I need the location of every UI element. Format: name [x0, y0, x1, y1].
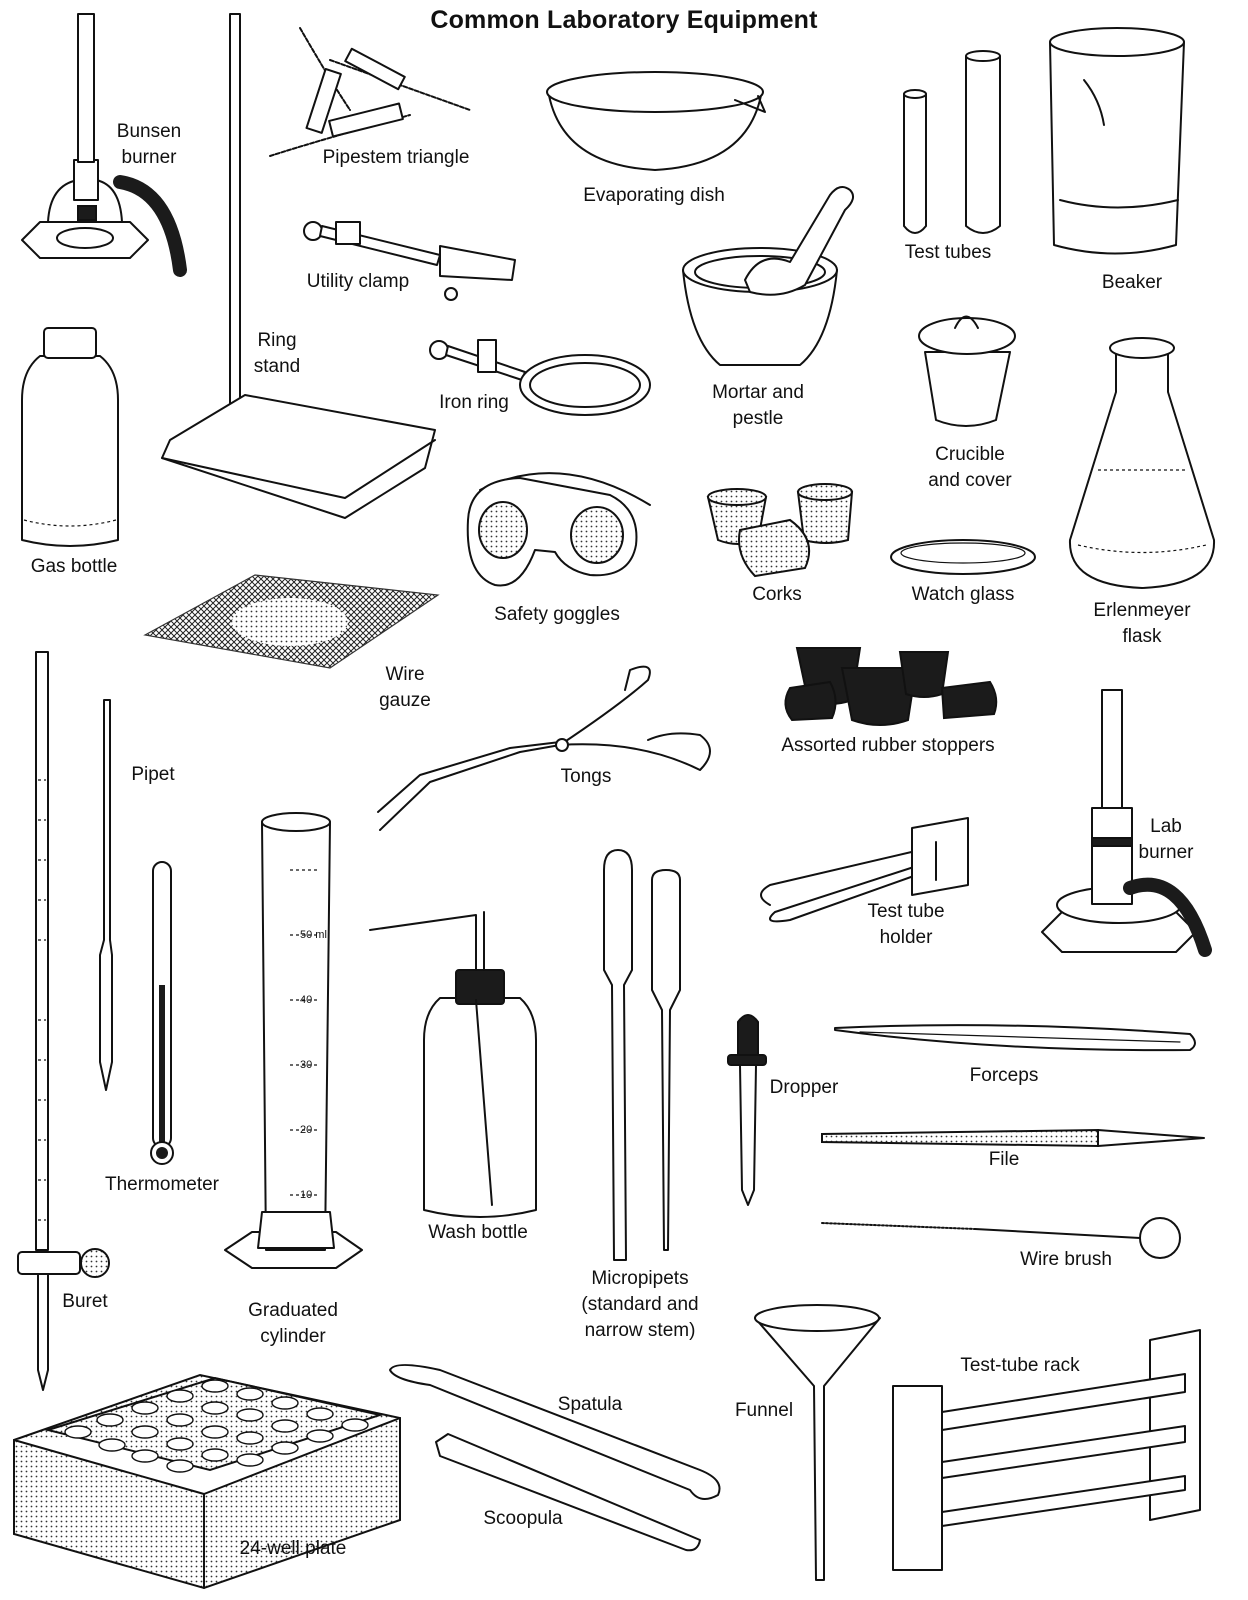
scale-mark-20: 20 [300, 1124, 313, 1136]
label-test-tube-holder: Test tube holder [867, 901, 945, 948]
label-well-plate: 24-well plate [239, 1538, 347, 1559]
evaporating-dish-drawing [547, 72, 765, 170]
label-bunsen-burner: Bunsen burner [116, 121, 182, 168]
label-lab-burner: Lab burner [1138, 816, 1194, 863]
label-beaker: Beaker [1101, 272, 1163, 293]
label-forceps: Forceps [969, 1065, 1039, 1086]
watch-glass-drawing [891, 540, 1035, 574]
wire-brush-drawing [822, 1218, 1180, 1258]
scale-mark-40: 40 [300, 994, 313, 1006]
label-wire-gauze: Wire gauze [379, 664, 431, 711]
label-rubber-stoppers: Assorted rubber stoppers [781, 735, 995, 756]
graduated-cylinder-drawing [225, 813, 362, 1268]
label-corks: Corks [752, 584, 802, 605]
label-watch-glass: Watch glass [911, 584, 1015, 605]
thermometer-drawing [151, 862, 173, 1164]
label-evaporating-dish: Evaporating dish [583, 185, 725, 206]
label-dropper: Dropper [769, 1077, 839, 1098]
ring-stand-drawing [162, 14, 435, 518]
wash-bottle-drawing [370, 912, 536, 1217]
label-buret: Buret [62, 1291, 108, 1312]
funnel-drawing [755, 1305, 880, 1580]
file-drawing [822, 1130, 1204, 1146]
label-scoopula: Scoopula [483, 1508, 563, 1529]
label-test-tube-rack: Test-tube rack [960, 1355, 1080, 1376]
scale-mark-30: 30 [300, 1059, 313, 1071]
label-crucible: Crucible and cover [928, 444, 1012, 491]
mortar-pestle-drawing [683, 187, 853, 365]
label-tongs: Tongs [560, 766, 612, 787]
pipet-drawing [100, 700, 112, 1090]
dropper-drawing [728, 1015, 766, 1205]
label-graduated-cylinder: Graduated cylinder [248, 1300, 338, 1347]
scale-mark-50: 50 ml [300, 929, 327, 941]
label-thermometer: Thermometer [104, 1174, 220, 1195]
label-erlenmeyer-flask: Erlenmeyer flask [1093, 600, 1191, 647]
label-utility-clamp: Utility clamp [306, 271, 410, 292]
scoopula-drawing [436, 1434, 700, 1550]
label-ring-stand: Ring stand [253, 330, 301, 377]
label-spatula: Spatula [557, 1394, 623, 1415]
pipestem-triangle-drawing [270, 28, 470, 156]
scale-mark-10: 10 [300, 1189, 313, 1201]
safety-goggles-drawing [468, 473, 650, 585]
label-mortar-pestle: Mortar and pestle [712, 382, 804, 429]
label-pipet: Pipet [131, 764, 175, 785]
label-wire-brush: Wire brush [1020, 1249, 1112, 1270]
beaker-drawing [1050, 28, 1184, 254]
wire-gauze-drawing [145, 575, 438, 668]
label-wash-bottle: Wash bottle [428, 1222, 528, 1243]
label-file: File [988, 1149, 1020, 1170]
erlenmeyer-flask-drawing [1070, 338, 1214, 588]
crucible-drawing [919, 317, 1015, 427]
label-micropipets: Micropipets (standard and narrow stem) [581, 1268, 699, 1341]
label-iron-ring: Iron ring [439, 392, 509, 413]
page-title: Common Laboratory Equipment [430, 6, 818, 34]
micropipets-drawing [604, 850, 680, 1260]
label-gas-bottle: Gas bottle [30, 556, 118, 577]
forceps-drawing [835, 1025, 1195, 1050]
corks-drawing [708, 484, 852, 576]
label-funnel: Funnel [734, 1400, 794, 1421]
label-pipestem-triangle: Pipestem triangle [322, 147, 470, 168]
label-safety-goggles: Safety goggles [494, 604, 620, 625]
label-test-tubes: Test tubes [904, 242, 992, 263]
rubber-stoppers-drawing [785, 648, 996, 725]
buret-drawing [18, 652, 109, 1390]
gas-bottle-drawing [22, 328, 118, 546]
test-tubes-drawing [904, 51, 1000, 233]
